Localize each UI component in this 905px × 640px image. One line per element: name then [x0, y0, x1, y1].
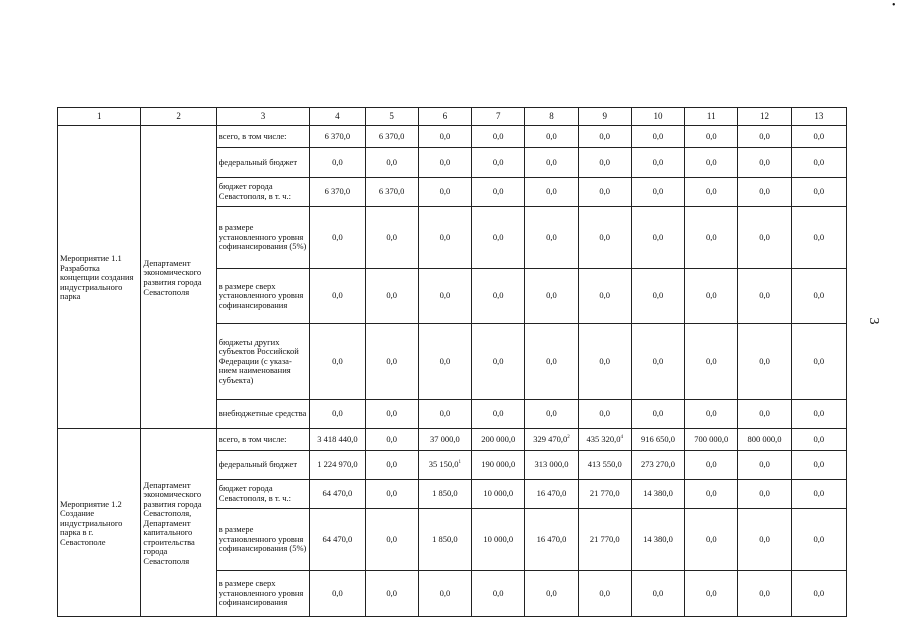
amount-value: 0,0: [439, 290, 451, 301]
amount-value: 0,0: [759, 408, 770, 419]
amount-value: 0,0: [813, 355, 825, 366]
amount-cell: [578, 324, 631, 400]
amount-cell: [791, 480, 846, 509]
amount-value: 0,0: [759, 130, 770, 141]
amount-cell: [578, 429, 631, 451]
amount-cell: [310, 324, 365, 400]
amount-value: 0,0: [386, 290, 397, 301]
amount-cell: [631, 509, 684, 571]
amount-value: 0,0: [386, 459, 397, 470]
footnote-marker: 4: [620, 434, 623, 440]
amount-cell: [738, 451, 791, 480]
amount-value: 0,0: [332, 231, 343, 242]
amount-value: 0,0: [813, 130, 825, 141]
amount-value: 0,0: [386, 408, 397, 419]
amount-cell: [738, 509, 791, 571]
amount-cell: [738, 400, 791, 429]
amount-cell: [310, 451, 365, 480]
amount-value: 0,0: [546, 408, 557, 419]
amount-cell: [738, 324, 791, 400]
amount-cell: [525, 451, 578, 480]
corner-mark: •: [892, 0, 896, 11]
amount-cell: [365, 480, 418, 509]
amount-cell: [418, 126, 471, 148]
amount-value: 0,0: [599, 231, 611, 242]
amount-value: 0,0: [492, 156, 504, 167]
amount-value: 6 370,0: [324, 186, 351, 197]
amount-value: 0,0: [599, 186, 611, 197]
amount-cell: [791, 429, 846, 451]
funding-source: бюджет города Севастополя, в т. ч.:: [216, 480, 309, 509]
amount-value: 0,0: [759, 186, 770, 197]
header-cell: 9: [578, 108, 631, 126]
amount-value: 0,0: [386, 433, 397, 444]
amount-value: 329 470,0: [533, 433, 568, 444]
amount-value: 0,0: [705, 231, 717, 242]
amount-cell: [631, 480, 684, 509]
amount-value: 0,0: [652, 355, 664, 366]
amount-cell: [738, 207, 791, 269]
amount-value: 21 770,0: [589, 533, 620, 544]
amount-value: 1 224 970,0: [317, 459, 358, 470]
amount-cell: [310, 148, 365, 178]
amount-value: 0,0: [332, 355, 343, 366]
amount-value: 0,0: [492, 186, 504, 197]
amount-cell: [738, 571, 791, 617]
funding-source: в размере установленного уровня софинансирования (5%): [216, 207, 309, 269]
amount-value: 413 550,0: [587, 459, 622, 470]
funding-source: в размере сверх установленного уровня софинансирования: [216, 571, 309, 617]
amount-cell: [738, 269, 791, 324]
amount-cell: [365, 429, 418, 451]
amount-value: 200 000,0: [481, 433, 516, 444]
amount-value: 0,0: [759, 290, 770, 301]
amount-cell: [418, 324, 471, 400]
amount-value: 916 650,0: [640, 433, 675, 444]
amount-cell: [791, 269, 846, 324]
amount-value: 64 470,0: [322, 533, 353, 544]
amount-value: 0,0: [546, 355, 557, 366]
amount-value: 0,0: [813, 433, 825, 444]
funding-source: всего, в том числе:: [216, 429, 309, 451]
amount-cell: [685, 400, 738, 429]
amount-cell: [685, 571, 738, 617]
amount-cell: [418, 480, 471, 509]
amount-value: 0,0: [759, 488, 770, 499]
amount-cell: [738, 480, 791, 509]
amount-value: 37 000,0: [430, 433, 460, 444]
amount-value: 0,0: [813, 587, 825, 598]
measure-name: Мероприятие 1.2 Создание индустриального парка в г. Севастополе: [58, 429, 141, 617]
amount-cell: [685, 480, 738, 509]
amount-cell: [418, 429, 471, 451]
amount-value: 435 320,0: [586, 433, 621, 444]
amount-value: 0,0: [439, 231, 451, 242]
amount-cell: [310, 509, 365, 571]
amount-cell: [791, 148, 846, 178]
amount-value: 0,0: [599, 587, 611, 598]
amount-value: 0,0: [759, 355, 770, 366]
amount-value: 0,0: [705, 587, 717, 598]
amount-cell: [631, 324, 684, 400]
amount-cell: [525, 269, 578, 324]
amount-cell: [578, 207, 631, 269]
amount-cell: [310, 571, 365, 617]
amount-value: 0,0: [386, 533, 397, 544]
amount-cell: [472, 324, 525, 400]
amount-value: 0,0: [439, 587, 451, 598]
amount-cell: [685, 451, 738, 480]
amount-value: 0,0: [705, 408, 717, 419]
amount-cell: [472, 480, 525, 509]
amount-cell: [578, 480, 631, 509]
amount-value: 16 470,0: [536, 533, 567, 544]
amount-cell: [310, 400, 365, 429]
amount-cell: [791, 571, 846, 617]
amount-cell: [365, 178, 418, 207]
amount-value: 0,0: [813, 186, 825, 197]
amount-cell: [418, 207, 471, 269]
amount-cell: [738, 429, 791, 451]
amount-cell: [365, 509, 418, 571]
header-cell: 1: [58, 108, 141, 126]
amount-value: 0,0: [705, 130, 717, 141]
amount-cell: [365, 400, 418, 429]
amount-cell: [418, 178, 471, 207]
amount-value: 21 770,0: [589, 488, 620, 499]
amount-cell: [365, 451, 418, 480]
amount-value: 6 370,0: [324, 130, 351, 141]
amount-cell: [472, 148, 525, 178]
amount-value: 0,0: [705, 290, 717, 301]
amount-value: 0,0: [599, 130, 611, 141]
amount-value: 0,0: [759, 459, 770, 470]
amount-value: 0,0: [492, 290, 504, 301]
amount-cell: [791, 451, 846, 480]
amount-value: 0,0: [439, 186, 451, 197]
funding-source: федеральный бюджет: [216, 451, 309, 480]
amount-cell: [525, 126, 578, 148]
amount-value: 0,0: [813, 488, 825, 499]
amount-cell: [310, 429, 365, 451]
funding-source: внебюджетные средства: [216, 400, 309, 429]
amount-cell: [738, 178, 791, 207]
amount-cell: [578, 509, 631, 571]
amount-value: 0,0: [386, 488, 397, 499]
amount-value: 0,0: [705, 156, 717, 167]
table-row: [58, 126, 847, 148]
amount-cell: [578, 126, 631, 148]
amount-cell: [525, 509, 578, 571]
amount-value: 0,0: [705, 533, 717, 544]
amount-value: 0,0: [546, 290, 557, 301]
amount-value: 0,0: [492, 355, 504, 366]
amount-value: 0,0: [439, 130, 451, 141]
amount-cell: [472, 126, 525, 148]
amount-cell: [791, 126, 846, 148]
amount-cell: [525, 207, 578, 269]
amount-cell: [631, 269, 684, 324]
amount-value: 0,0: [492, 130, 504, 141]
amount-cell: [631, 207, 684, 269]
amount-cell: [578, 178, 631, 207]
budget-table: [57, 107, 847, 617]
amount-value: 10 000,0: [483, 488, 514, 499]
amount-cell: [525, 400, 578, 429]
amount-value: 0,0: [332, 587, 343, 598]
measure-name: Мероприятие 1.1 Разработка концепции создания индустриального парка: [58, 126, 141, 429]
amount-value: 10 000,0: [483, 533, 514, 544]
header-cell: 3: [216, 108, 309, 126]
table-row: [58, 429, 847, 451]
amount-cell: [472, 571, 525, 617]
header-cell: 10: [631, 108, 684, 126]
amount-value: 0,0: [439, 408, 451, 419]
amount-value: 0,0: [652, 186, 664, 197]
footnote-marker: 1: [458, 460, 462, 466]
amount-value: 0,0: [705, 355, 717, 366]
amount-cell: [418, 148, 471, 178]
amount-cell: [631, 571, 684, 617]
amount-value: 0,0: [599, 355, 611, 366]
amount-value: 0,0: [599, 408, 611, 419]
amount-cell: [525, 324, 578, 400]
amount-cell: [525, 178, 578, 207]
funding-source: бюджеты других субъектов Российской Федерации (с указа-нием наименования субъекта): [216, 324, 309, 400]
amount-value: 273 270,0: [640, 459, 675, 470]
amount-cell: [365, 324, 418, 400]
amount-cell: [578, 148, 631, 178]
amount-value: 0,0: [759, 587, 770, 598]
amount-cell: [791, 400, 846, 429]
amount-cell: [631, 429, 684, 451]
amount-cell: [418, 571, 471, 617]
amount-cell: [685, 429, 738, 451]
amount-value: 0,0: [439, 156, 451, 167]
amount-cell: [418, 451, 471, 480]
amount-cell: [685, 324, 738, 400]
amount-cell: [472, 451, 525, 480]
amount-cell: [310, 126, 365, 148]
amount-cell: [365, 571, 418, 617]
amount-cell: [685, 148, 738, 178]
amount-value: 0,0: [439, 355, 451, 366]
amount-value: 0,0: [332, 290, 343, 301]
amount-cell: [365, 269, 418, 324]
amount-cell: [631, 178, 684, 207]
amount-cell: [685, 178, 738, 207]
amount-cell: [791, 207, 846, 269]
amount-value: 0,0: [759, 156, 770, 167]
amount-value: 0,0: [386, 355, 397, 366]
amount-value: 0,0: [386, 587, 397, 598]
amount-cell: [791, 178, 846, 207]
funding-source: федеральный бюджет: [216, 148, 309, 178]
header-cell: 7: [472, 108, 525, 126]
amount-value: 0,0: [652, 408, 664, 419]
header-cell: 2: [141, 108, 216, 126]
amount-value: 0,0: [546, 156, 557, 167]
executor-name: Департамент экономического развития города Севастополя: [141, 126, 216, 429]
amount-value: 700 000,0: [694, 433, 729, 444]
amount-cell: [418, 509, 471, 571]
amount-cell: [631, 451, 684, 480]
amount-cell: [685, 126, 738, 148]
amount-cell: [418, 400, 471, 429]
amount-value: 0,0: [652, 130, 664, 141]
amount-value: 0,0: [386, 231, 397, 242]
amount-value: 0,0: [813, 408, 825, 419]
amount-cell: [578, 451, 631, 480]
amount-value: 0,0: [759, 231, 770, 242]
amount-value: 35 150,0: [428, 459, 459, 470]
amount-cell: [578, 400, 631, 429]
amount-value: 0,0: [546, 130, 557, 141]
amount-cell: [310, 480, 365, 509]
amount-value: 64 470,0: [322, 488, 353, 499]
amount-cell: [310, 207, 365, 269]
amount-value: 0,0: [332, 408, 343, 419]
header-cell: 5: [365, 108, 418, 126]
funding-source: в размере установленного уровня софинансирования (5%): [216, 509, 309, 571]
amount-cell: [525, 429, 578, 451]
amount-cell: [418, 269, 471, 324]
amount-value: 14 380,0: [643, 533, 673, 544]
amount-value: 0,0: [492, 231, 504, 242]
header-cell: 4: [310, 108, 365, 126]
amount-value: 0,0: [546, 587, 557, 598]
page-number: 3: [866, 317, 881, 325]
header-cell: 12: [738, 108, 791, 126]
amount-value: 0,0: [652, 231, 664, 242]
amount-cell: [685, 207, 738, 269]
amount-value: 0,0: [599, 290, 611, 301]
amount-cell: [791, 509, 846, 571]
amount-value: 0,0: [652, 156, 664, 167]
amount-cell: [365, 126, 418, 148]
amount-cell: [310, 178, 365, 207]
amount-value: 16 470,0: [536, 488, 567, 499]
executor-name: Департамент экономического развития города Севастополя, Департамент капитального строительства города Севастополя: [141, 429, 216, 617]
amount-value: 190 000,0: [481, 459, 516, 470]
amount-cell: [631, 126, 684, 148]
amount-value: 0,0: [492, 587, 504, 598]
header-cell: 6: [418, 108, 471, 126]
amount-value: 0,0: [705, 186, 717, 197]
amount-value: 0,0: [652, 290, 664, 301]
funding-source: всего, в том числе:: [216, 126, 309, 148]
amount-value: 0,0: [813, 290, 825, 301]
amount-value: 0,0: [813, 459, 825, 470]
amount-value: 0,0: [599, 156, 611, 167]
amount-cell: [365, 148, 418, 178]
amount-cell: [631, 148, 684, 178]
amount-cell: [365, 207, 418, 269]
amount-value: 0,0: [332, 156, 343, 167]
amount-value: 0,0: [492, 408, 504, 419]
amount-value: 0,0: [705, 459, 717, 470]
amount-cell: [525, 480, 578, 509]
amount-value: 0,0: [759, 533, 770, 544]
amount-cell: [685, 509, 738, 571]
amount-cell: [738, 148, 791, 178]
amount-value: 0,0: [705, 488, 717, 499]
header-row: [58, 108, 847, 126]
amount-cell: [472, 207, 525, 269]
amount-value: 0,0: [546, 186, 557, 197]
amount-cell: [578, 269, 631, 324]
amount-cell: [738, 126, 791, 148]
amount-value: 313 000,0: [534, 459, 569, 470]
amount-cell: [472, 509, 525, 571]
amount-cell: [472, 400, 525, 429]
amount-cell: [525, 148, 578, 178]
amount-value: 3 418 440,0: [317, 433, 358, 444]
funding-source: бюджет города Севастополя, в т. ч.:: [216, 178, 309, 207]
amount-value: 0,0: [813, 231, 825, 242]
header-cell: 11: [685, 108, 738, 126]
footnote-marker: 2: [567, 434, 570, 440]
amount-value: 800 000,0: [747, 433, 782, 444]
amount-cell: [791, 324, 846, 400]
amount-cell: [472, 269, 525, 324]
amount-value: 1 850,0: [432, 488, 458, 499]
amount-cell: [310, 269, 365, 324]
header-cell: 13: [791, 108, 846, 126]
header-cell: 8: [525, 108, 578, 126]
amount-value: 0,0: [652, 587, 664, 598]
amount-cell: [525, 571, 578, 617]
amount-value: 1 850,0: [432, 533, 458, 544]
amount-value: 0,0: [813, 533, 825, 544]
amount-value: 0,0: [546, 231, 557, 242]
amount-value: 0,0: [386, 156, 397, 167]
amount-cell: [685, 269, 738, 324]
amount-cell: [631, 400, 684, 429]
amount-value: 14 380,0: [643, 488, 673, 499]
amount-value: 6 370,0: [378, 186, 405, 197]
amount-cell: [472, 429, 525, 451]
funding-source: в размере сверх установленного уровня софинансирования: [216, 269, 309, 324]
amount-value: 6 370,0: [378, 130, 405, 141]
amount-cell: [578, 571, 631, 617]
amount-cell: [472, 178, 525, 207]
amount-value: 0,0: [813, 156, 825, 167]
